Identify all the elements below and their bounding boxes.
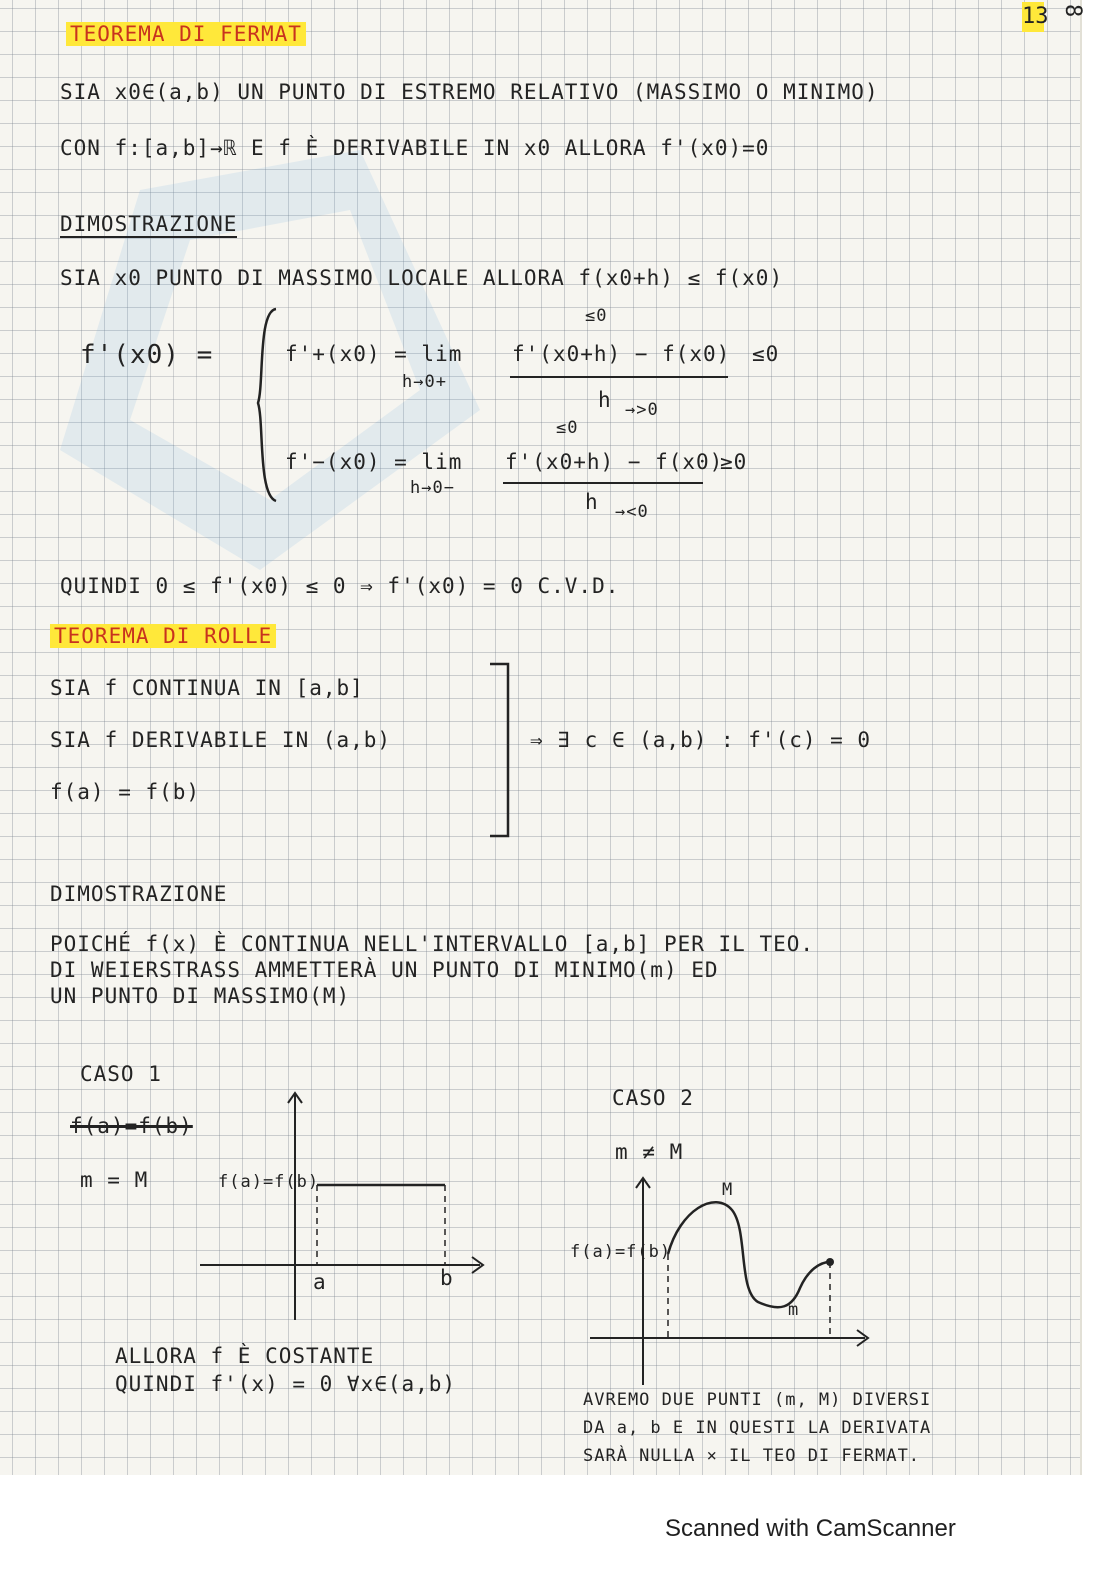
case2-note2: DA a, b E IN QUESTI LA DERIVATA: [583, 1418, 932, 1438]
fermat-statement-line1: SIA x0∈(a,b) UN PUNTO DI ESTREMO RELATIVO (MASSIMO O MINIMO): [60, 80, 879, 104]
fermat-proof-heading: DIMOSTRAZIONE: [60, 212, 238, 236]
case2-note1: AVREMO DUE PUNTI (m, M) DIVERSI: [583, 1390, 932, 1410]
rolle-proof-heading: DIMOSTRAZIONE: [50, 882, 228, 906]
case2-max-label: M: [722, 1180, 734, 1200]
hypotheses-bracket: [486, 660, 516, 840]
rolle-title: TEOREMA DI ROLLE: [50, 624, 276, 648]
case1-label: CASO 1: [80, 1062, 162, 1086]
right-denominator: h: [598, 388, 612, 412]
rolle-thesis: ⇒ ∃ c ∈ (a,b) : f'(c) = 0: [530, 728, 872, 752]
case2-graph: [580, 1170, 880, 1390]
right-den-note: →>0: [625, 400, 659, 420]
right-limit-sub: h→0+: [402, 372, 447, 392]
right-result: ≤0: [752, 342, 780, 366]
rolle-hypothesis-2: SIA f DERIVABILE IN (a,b): [50, 728, 392, 752]
left-derivative: f'−(x0) = lim: [285, 450, 463, 474]
case1-x-a: a: [313, 1270, 327, 1294]
case1-note2: QUINDI f'(x) = 0 ∀x∈(a,b): [115, 1372, 457, 1396]
case1-x-b: b: [440, 1266, 454, 1290]
fermat-statement-line2: CON f:[a,b]→ℝ E f È DERIVABILE IN x0 ALLORA f'(x0)=0: [60, 136, 770, 160]
left-brace: [250, 305, 280, 505]
case1-note1: ALLORA f È COSTANTE: [115, 1344, 375, 1368]
page-number: 13: [1022, 2, 1044, 32]
rolle-proof-line2: DI WEIERSTRASS AMMETTERÀ UN PUNTO DI MINIMO(m) ED: [50, 958, 719, 982]
right-derivative: f'+(x0) = lim: [285, 342, 463, 366]
fprime-label: f'(x0) =: [80, 340, 214, 370]
case2-condition: m ≠ M: [615, 1140, 684, 1164]
left-result: ≥0: [720, 450, 748, 474]
case2-label: CASO 2: [612, 1086, 694, 1110]
left-limit-sub: h→0−: [410, 478, 455, 498]
left-num-note: ≤0: [556, 418, 579, 438]
rolle-hypothesis-3: f(a) = f(b): [50, 780, 201, 804]
case2-min-label: m: [788, 1300, 800, 1320]
case2-y-label: f(a)=f(b): [570, 1242, 672, 1262]
right-numerator: f'(x0+h) − f(x0): [512, 342, 731, 366]
rolle-proof-line3: UN PUNTO DI MASSIMO(M): [50, 984, 351, 1008]
left-fraction-bar: [503, 480, 713, 486]
rolle-hypothesis-1: SIA f CONTINUA IN [a,b]: [50, 676, 364, 700]
left-den-note: →<0: [615, 502, 649, 522]
fermat-conclusion: QUINDI 0 ≤ f'(x0) ≤ 0 ⇒ f'(x0) = 0 C.V.D.: [60, 574, 620, 598]
case1-y-label: f(a)=f(b): [218, 1172, 320, 1192]
fermat-proof-line: SIA x0 PUNTO DI MASSIMO LOCALE ALLORA f(x0+h) ≤ f(x0): [60, 266, 784, 290]
right-num-note: ≤0: [585, 306, 608, 326]
left-denominator: h: [585, 490, 599, 514]
scanner-footer: Scanned with CamScanner: [665, 1515, 956, 1542]
left-numerator: f'(x0+h) − f(x0): [505, 450, 724, 474]
right-fraction-bar: [510, 374, 730, 380]
case1-condition: m = M: [80, 1168, 149, 1192]
fermat-title: TEOREMA DI FERMAT: [66, 22, 306, 46]
case2-note3: SARÀ NULLA × IL TEO DI FERMAT.: [583, 1446, 921, 1466]
side-note: 8: [1060, 4, 1085, 18]
rolle-proof-line1: POICHÉ f(x) È CONTINUA NELL'INTERVALLO [a,b] PER IL TEO.: [50, 932, 815, 956]
case1-crossed-text: f(a)=f(b): [70, 1114, 193, 1138]
